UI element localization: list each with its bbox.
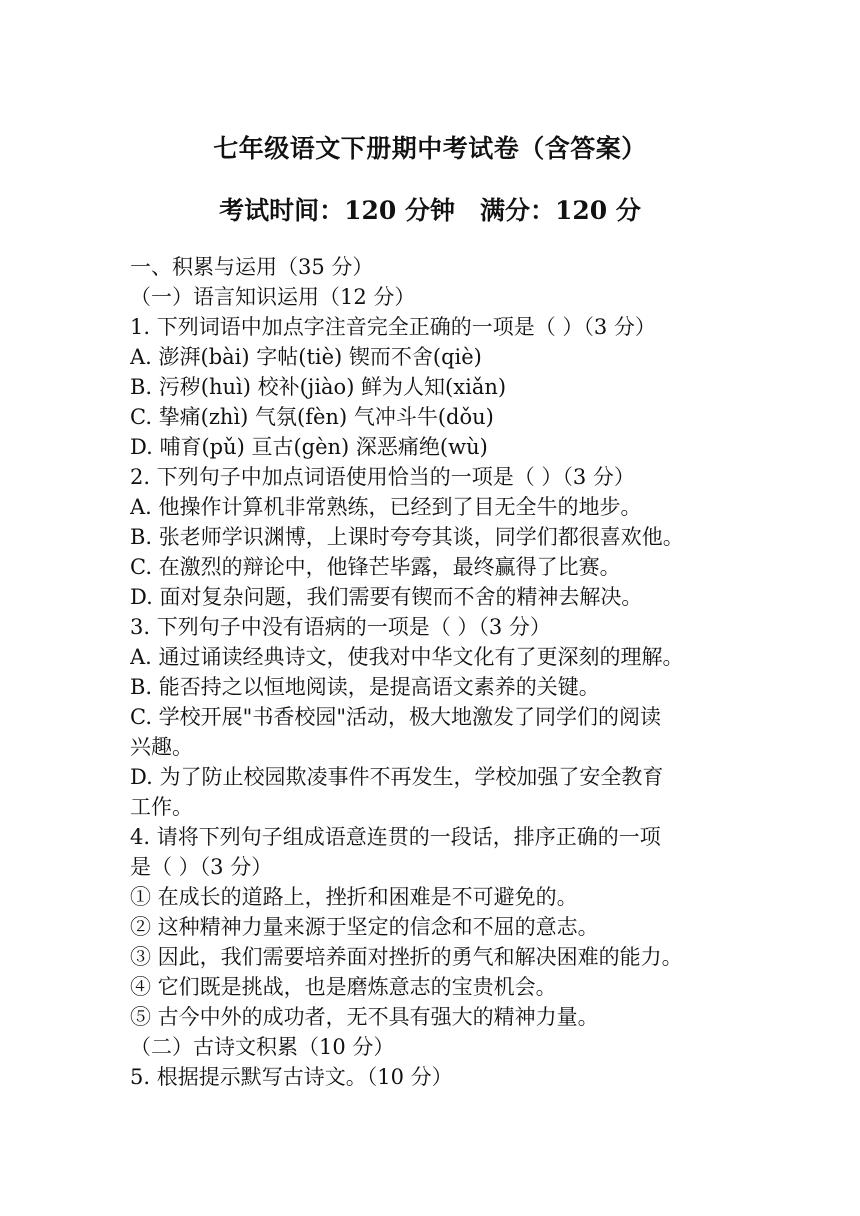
q4-sentence-2: ② 这种精神力量来源于坚定的信念和不屈的意志。 [130,915,599,939]
exam-body [130,252,740,1092]
question-4: 4. 请将下列句子组成语意连贯的一段话，排序正确的一项 [130,825,661,849]
q1-option-a: A. 澎湃(bài) 字帖(tiè) 锲而不舍(qiè) [130,345,482,369]
q1-option-d: D. 哺育(pǔ) 亘古(gèn) 深恶痛绝(wù) [130,435,488,459]
q4-sentence-4: ④ 它们既是挑战，也是磨炼意志的宝贵机会。 [130,975,557,999]
q2-option-c: C. 在激烈的辩论中，他锋芒毕露，最终赢得了比赛。 [130,555,621,579]
q2-option-d: D. 面对复杂问题，我们需要有锲而不舍的精神去解决。 [130,585,643,609]
exam-info: 考试时间：120 分钟 满分：120 分 [219,196,641,225]
q1-option-c: C. 挚痛(zhì) 气氛(fèn) 气冲斗牛(dǒu) [130,405,494,429]
subsection-heading: （一）语言知识运用（12 分） [130,285,416,309]
q3-option-c: C. 学校开展"书香校园"活动，极大地激发了同学们的阅读 [130,705,661,729]
page-title: 七年级语文下册期中考试卷（含答案） [213,134,647,163]
q3-option-d-cont: 工作。 [130,795,193,819]
q3-option-b: B. 能否持之以恒地阅读，是提高语文素养的关键。 [130,675,600,699]
section-heading: 一、积累与运用（35 分） [130,255,374,279]
question-2: 2. 下列句子中加点词语使用恰当的一项是（ ）（3 分） [130,465,635,489]
q2-option-a: A. 他操作计算机非常熟练，已经到了目无全牛的地步。 [130,495,642,519]
q2-option-b: B. 张老师学识渊博，上课时夸夸其谈，同学们都很喜欢他。 [130,525,684,549]
q3-option-a: A. 通过诵读经典诗文，使我对中华文化有了更深刻的理解。 [130,645,684,669]
question-5: 5. 根据提示默写古诗文。（10 分） [130,1065,453,1089]
q4-sentence-1: ① 在成长的道路上，挫折和困难是不可避免的。 [130,885,578,909]
q3-option-c-cont: 兴趣。 [130,735,193,759]
q3-option-d: D. 为了防止校园欺凌事件不再发生，学校加强了安全教育 [130,765,664,789]
q4-sentence-3: ③ 因此，我们需要培养面对挫折的勇气和解决困难的能力。 [130,945,683,969]
q4-sentence-5: ⑤ 古今中外的成功者，无不具有强大的精神力量。 [130,1005,599,1029]
question-3: 3. 下列句子中没有语病的一项是（ ）（3 分） [130,615,551,639]
question-1: 1. 下列词语中加点字注音完全正确的一项是（ ）（3 分） [130,315,656,339]
subsection-heading-2: （二）古诗文积累（10 分） [130,1035,395,1059]
q1-option-b: B. 污秽(huì) 校补(jiào) 鲜为人知(xiǎn) [130,375,507,399]
question-4-cont: 是（ ）（3 分） [130,855,273,879]
